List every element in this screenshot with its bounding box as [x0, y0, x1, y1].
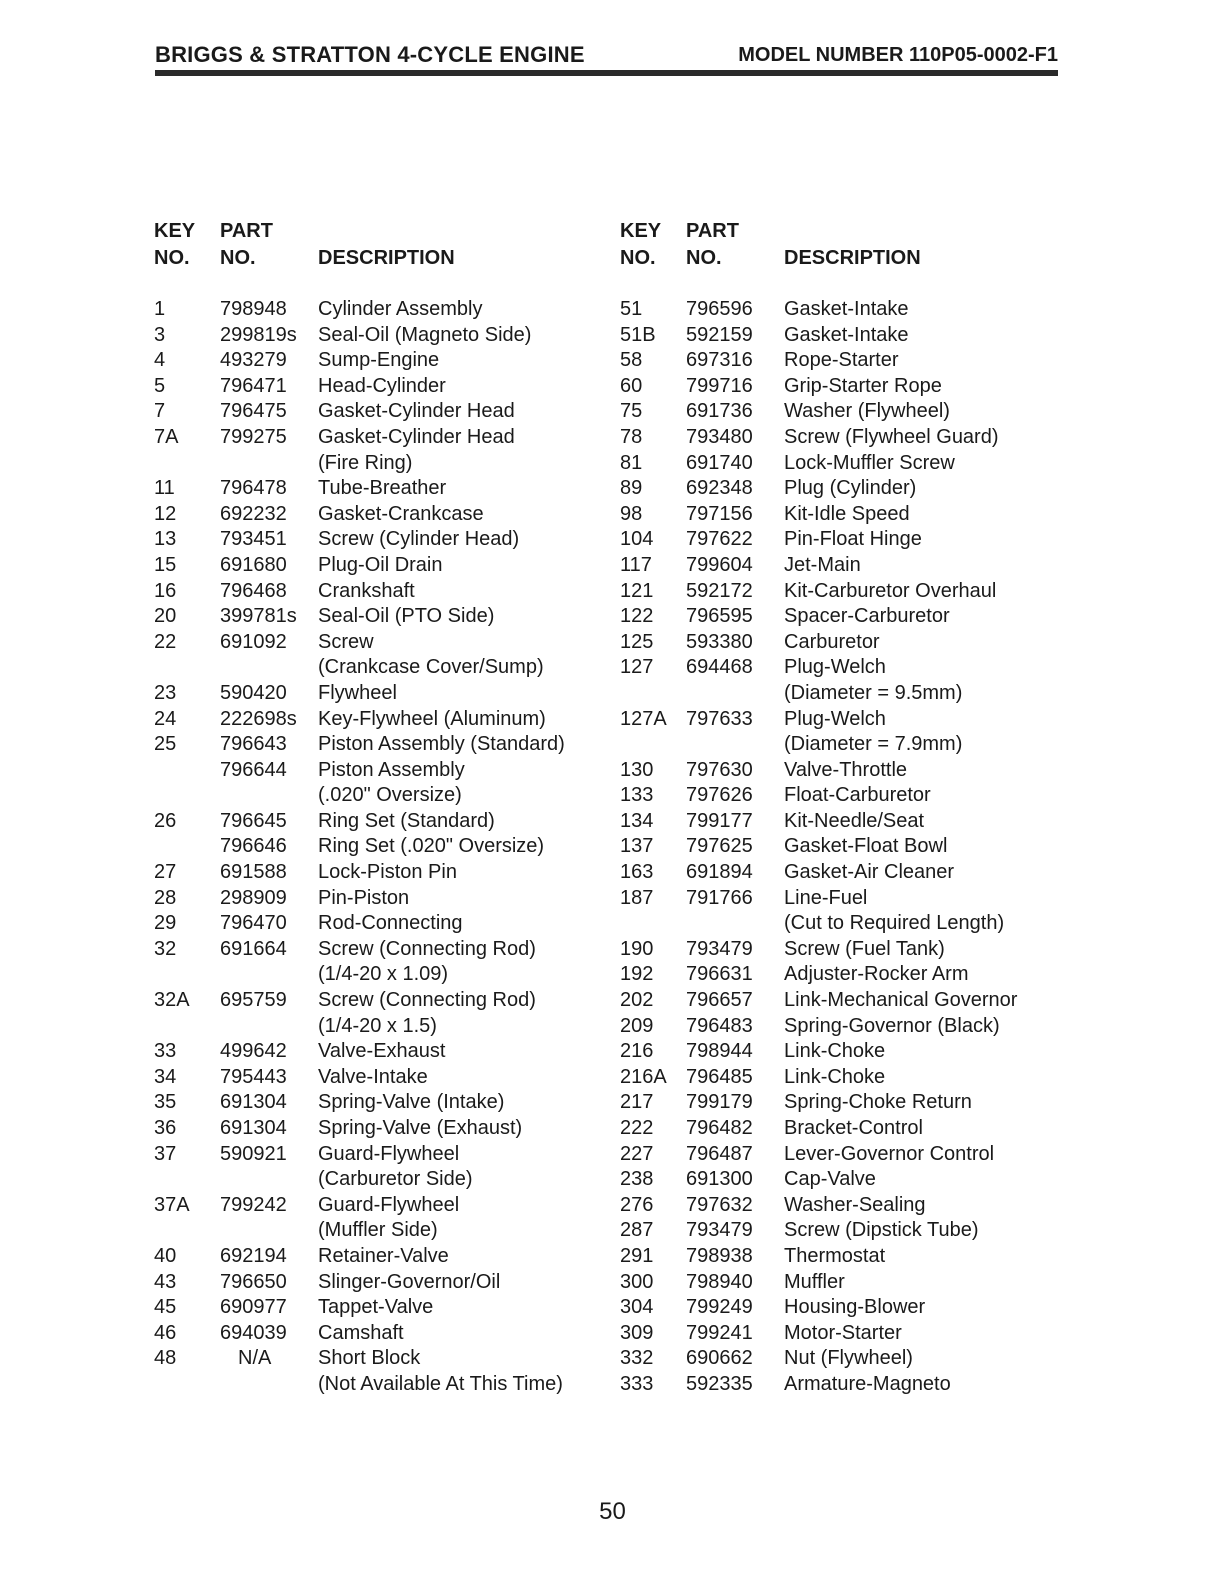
part-number: 799242: [220, 1193, 287, 1216]
part-number: 791766: [686, 886, 753, 909]
key-number: 202: [620, 989, 654, 1012]
part-description: (.020" Oversize): [318, 784, 462, 807]
key-number: 22: [154, 630, 177, 653]
part-number: 799604: [686, 553, 753, 576]
key-number: 300: [620, 1270, 654, 1293]
part-number: 697316: [686, 349, 753, 372]
part-number: 797626: [686, 784, 753, 807]
part-description: Slinger-Governor/Oil: [318, 1270, 501, 1293]
part-number: 399781s: [220, 605, 297, 628]
page-number: 50: [599, 1498, 626, 1525]
part-number: 691304: [220, 1117, 287, 1139]
part-description: Gasket-Cylinder Head: [318, 400, 515, 423]
part-description: Camshaft: [318, 1321, 404, 1344]
part-description: Kit-Idle Speed: [784, 502, 910, 525]
part-description: (Cut to Required Length): [784, 912, 1005, 935]
description-header: DESCRIPTION: [318, 247, 455, 269]
part-number: 796631: [686, 963, 753, 986]
part-header-line1: PART: [220, 220, 273, 242]
part-description: Valve-Exhaust: [318, 1040, 446, 1063]
key-number: 209: [620, 1014, 654, 1037]
key-number: 117: [620, 553, 652, 576]
part-description: Armature-Magneto: [784, 1372, 951, 1395]
key-number: 78: [620, 425, 643, 448]
key-number: 46: [154, 1321, 177, 1344]
part-number: 796487: [686, 1142, 753, 1165]
part-number: 793479: [686, 1219, 753, 1242]
part-description: Lever-Governor Control: [784, 1142, 995, 1165]
key-number: 36: [154, 1117, 177, 1139]
part-description: Link-Choke: [784, 1065, 886, 1088]
key-number: 33: [154, 1040, 177, 1063]
part-description: (1/4-20 x 1.5): [318, 1014, 437, 1037]
key-number: 20: [154, 605, 177, 628]
key-number: 104: [620, 528, 654, 551]
key-number: 130: [620, 758, 654, 781]
part-number: 692348: [686, 477, 753, 500]
part-description: (Crankcase Cover/Sump): [318, 656, 544, 679]
key-number: 75: [620, 400, 643, 423]
part-number: 796595: [686, 605, 753, 628]
key-number: 3: [154, 323, 166, 346]
part-description: Plug-Welch: [784, 707, 886, 730]
description-header: DESCRIPTION: [784, 247, 921, 269]
part-description: Gasket-Intake: [784, 298, 909, 320]
part-description: Carburetor: [784, 630, 880, 653]
part-description: Screw: [318, 630, 374, 653]
part-description: (Diameter = 7.9mm): [784, 733, 963, 756]
key-number: 216: [620, 1040, 654, 1063]
part-number: 797633: [686, 707, 753, 730]
key-number: 58: [620, 349, 643, 372]
part-description: Screw (Flywheel Guard): [784, 425, 999, 448]
part-description: Lock-Piston Pin: [318, 861, 457, 884]
key-header-line1: KEY: [154, 220, 196, 242]
key-number: 276: [620, 1193, 654, 1216]
part-number: 796478: [220, 477, 287, 500]
part-number: 592172: [686, 579, 753, 602]
part-number: 796645: [220, 809, 287, 832]
key-number: 127A: [620, 707, 667, 730]
part-description: Kit-Needle/Seat: [784, 809, 925, 832]
part-number: 799249: [686, 1296, 753, 1319]
part-description: Ring Set (.020" Oversize): [318, 835, 545, 858]
key-number: 4: [154, 349, 166, 372]
header-rule: [155, 70, 1058, 76]
part-number: 691300: [686, 1168, 753, 1191]
part-description: Spring-Valve (Intake): [318, 1091, 505, 1114]
part-description: Cap-Valve: [784, 1168, 876, 1191]
part-description: Gasket-Intake: [784, 323, 909, 346]
key-number: 11: [154, 477, 175, 500]
part-number: 798938: [686, 1244, 753, 1267]
part-description: Key-Flywheel (Aluminum): [318, 707, 546, 730]
part-number: 799241: [686, 1321, 753, 1344]
key-number: 133: [620, 784, 654, 807]
part-number: 796483: [686, 1014, 753, 1037]
part-number: 695759: [220, 989, 287, 1012]
part-description: Pin-Float Hinge: [784, 528, 922, 551]
key-number: 333: [620, 1372, 654, 1395]
part-description: Plug (Cylinder): [784, 477, 917, 500]
key-number: 89: [620, 477, 643, 500]
part-number: 691664: [220, 937, 287, 960]
document-title: BRIGGS & STRATTON 4-CYCLE ENGINE: [155, 42, 585, 67]
key-number: 7: [154, 400, 166, 423]
part-description: Retainer-Valve: [318, 1244, 449, 1267]
part-number: 299819s: [220, 323, 297, 346]
part-description: Lock-Muffler Screw: [784, 451, 955, 474]
part-number: 796468: [220, 579, 287, 602]
part-description: (Not Available At This Time): [318, 1372, 563, 1395]
part-number: 796482: [686, 1117, 753, 1139]
part-number: 690977: [220, 1296, 287, 1319]
key-number: 287: [620, 1219, 654, 1242]
part-description: Valve-Throttle: [784, 758, 908, 781]
key-number: 45: [154, 1296, 177, 1319]
key-number: 125: [620, 630, 654, 653]
part-number: 691588: [220, 861, 287, 884]
key-number: 134: [620, 809, 654, 832]
key-number: 13: [154, 528, 177, 551]
part-number: N/A: [238, 1347, 272, 1370]
part-description: Plug-Oil Drain: [318, 553, 443, 576]
key-number: 5: [154, 374, 166, 397]
key-number: 35: [154, 1091, 177, 1114]
part-number: 796471: [220, 374, 287, 397]
key-number: 217: [620, 1091, 654, 1114]
key-number: 137: [620, 835, 654, 858]
part-number: 692232: [220, 502, 287, 525]
part-description: Piston Assembly (Standard): [318, 733, 565, 756]
model-number: MODEL NUMBER 110P05-0002-F1: [738, 44, 1058, 66]
part-number: 797625: [686, 835, 753, 858]
part-number: 691680: [220, 553, 287, 576]
part-number: 493279: [220, 349, 287, 372]
part-description: Tappet-Valve: [318, 1296, 434, 1319]
part-description: Spring-Choke Return: [784, 1091, 972, 1114]
part-description: Screw (Fuel Tank): [784, 937, 945, 960]
part-number: 797632: [686, 1193, 753, 1216]
part-description: Grip-Starter Rope: [784, 374, 942, 397]
part-number: 691092: [220, 630, 287, 653]
part-description: Crankshaft: [318, 579, 415, 602]
part-description: Adjuster-Rocker Arm: [784, 963, 969, 986]
part-number: 796650: [220, 1270, 287, 1293]
key-number: 26: [154, 809, 177, 832]
part-description: Seal-Oil (PTO Side): [318, 605, 495, 628]
part-description: Screw (Dipstick Tube): [784, 1219, 979, 1242]
key-number: 192: [620, 963, 654, 986]
part-number: 793479: [686, 937, 753, 960]
part-description: Jet-Main: [784, 553, 861, 576]
part-number: 796596: [686, 298, 753, 320]
part-number: 692194: [220, 1244, 287, 1267]
part-description: Link-Mechanical Governor: [784, 989, 1018, 1012]
part-number: 796657: [686, 989, 753, 1012]
part-description: Piston Assembly: [318, 758, 465, 781]
part-number: 799177: [686, 809, 753, 832]
part-description: (Fire Ring): [318, 451, 413, 474]
key-number: 16: [154, 579, 177, 602]
part-number: 691736: [686, 400, 753, 423]
key-number: 51: [620, 298, 643, 320]
part-description: Line-Fuel: [784, 886, 868, 909]
key-number: 98: [620, 502, 643, 525]
part-description: Rope-Starter: [784, 349, 899, 372]
part-description: Sump-Engine: [318, 349, 440, 372]
part-description: Flywheel: [318, 681, 397, 704]
part-number: 793480: [686, 425, 753, 448]
part-number: 793451: [220, 528, 287, 551]
part-description: Pin-Piston: [318, 886, 410, 909]
key-number: 40: [154, 1244, 177, 1267]
part-description: Rod-Connecting: [318, 912, 463, 935]
part-number: 694468: [686, 656, 753, 679]
part-number: 796470: [220, 912, 287, 935]
part-number: 798944: [686, 1040, 753, 1063]
part-description: Washer (Flywheel): [784, 400, 950, 423]
key-number: 48: [154, 1347, 177, 1370]
part-description: (1/4-20 x 1.09): [318, 963, 449, 986]
part-number: 691304: [220, 1091, 287, 1114]
part-number: 590420: [220, 681, 287, 704]
part-description: Seal-Oil (Magneto Side): [318, 323, 532, 346]
part-number: 796643: [220, 733, 287, 756]
part-description: Housing-Blower: [784, 1296, 926, 1319]
part-description: Kit-Carburetor Overhaul: [784, 579, 997, 602]
part-number: 799179: [686, 1091, 753, 1114]
part-description: Ring Set (Standard): [318, 809, 495, 832]
key-number: 23: [154, 681, 177, 704]
part-description: Guard-Flywheel: [318, 1142, 460, 1165]
key-header-line1: KEY: [620, 220, 662, 242]
part-description: (Carburetor Side): [318, 1168, 473, 1191]
part-description: Screw (Connecting Rod): [318, 989, 536, 1012]
part-description: Spacer-Carburetor: [784, 605, 950, 628]
part-description: Muffler: [784, 1270, 845, 1293]
key-header-line2: NO.: [620, 247, 656, 269]
key-number: 227: [620, 1142, 654, 1165]
part-number: 499642: [220, 1040, 287, 1063]
part-description: Gasket-Cylinder Head: [318, 425, 515, 448]
part-description: Gasket-Air Cleaner: [784, 861, 955, 884]
part-description: Spring-Governor (Black): [784, 1014, 1000, 1037]
part-description: Valve-Intake: [318, 1065, 428, 1088]
part-description: Washer-Sealing: [784, 1193, 926, 1216]
key-header-line2: NO.: [154, 247, 190, 269]
part-description: Thermostat: [784, 1244, 886, 1267]
key-number: 127: [620, 656, 654, 679]
key-number: 51B: [620, 323, 656, 346]
key-number: 15: [154, 553, 177, 576]
part-number: 298909: [220, 886, 287, 909]
part-description: Plug-Welch: [784, 656, 886, 679]
part-number: 798948: [220, 298, 287, 320]
part-description: Screw (Connecting Rod): [318, 937, 536, 960]
key-number: 27: [154, 861, 177, 884]
part-description: Bracket-Control: [784, 1117, 923, 1139]
key-number: 222: [620, 1117, 654, 1139]
key-number: 309: [620, 1321, 654, 1344]
part-number: 796485: [686, 1065, 753, 1088]
part-number: 797622: [686, 528, 753, 551]
key-number: 81: [620, 451, 643, 474]
key-number: 304: [620, 1296, 654, 1319]
part-description: Gasket-Float Bowl: [784, 835, 948, 858]
part-number: 796646: [220, 835, 287, 858]
key-number: 1: [154, 298, 166, 320]
part-number: 690662: [686, 1347, 753, 1370]
key-number: 190: [620, 937, 654, 960]
part-number: 797630: [686, 758, 753, 781]
part-description: (Muffler Side): [318, 1219, 438, 1242]
key-number: 216A: [620, 1065, 667, 1088]
part-number: 796475: [220, 400, 287, 423]
key-number: 291: [620, 1244, 654, 1267]
part-number: 691894: [686, 861, 753, 884]
part-number: 691740: [686, 451, 753, 474]
part-header-line2: NO.: [220, 247, 256, 269]
key-number: 7A: [154, 425, 179, 448]
part-header-line1: PART: [686, 220, 739, 242]
part-description: Spring-Valve (Exhaust): [318, 1117, 523, 1139]
key-number: 37A: [154, 1193, 190, 1216]
part-number: 592335: [686, 1372, 753, 1395]
key-number: 163: [620, 861, 654, 884]
part-number: 694039: [220, 1321, 287, 1344]
part-number: 592159: [686, 323, 753, 346]
part-description: Guard-Flywheel: [318, 1193, 460, 1216]
part-number: 799716: [686, 374, 753, 397]
key-number: 25: [154, 733, 177, 756]
key-number: 37: [154, 1142, 177, 1165]
key-number: 187: [620, 886, 654, 909]
page-header: [155, 42, 1058, 72]
key-number: 24: [154, 707, 177, 730]
part-description: Float-Carburetor: [784, 784, 931, 807]
key-number: 121: [620, 579, 654, 602]
part-description: Cylinder Assembly: [318, 298, 483, 320]
key-number: 34: [154, 1065, 177, 1088]
part-description: Tube-Breather: [318, 477, 447, 500]
key-number: 43: [154, 1270, 177, 1293]
part-number: 796644: [220, 758, 287, 781]
part-description: Motor-Starter: [784, 1321, 902, 1344]
key-number: 32: [154, 937, 177, 960]
key-number: 32A: [154, 989, 190, 1012]
key-number: 238: [620, 1168, 654, 1191]
key-number: 29: [154, 912, 177, 935]
part-number: 795443: [220, 1065, 287, 1088]
part-number: 222698s: [220, 707, 297, 730]
part-header-line2: NO.: [686, 247, 722, 269]
part-description: Head-Cylinder: [318, 374, 446, 397]
key-number: 60: [620, 374, 643, 397]
part-description: (Diameter = 9.5mm): [784, 681, 963, 704]
part-number: 797156: [686, 502, 753, 525]
part-description: Screw (Cylinder Head): [318, 528, 520, 551]
part-description: Gasket-Crankcase: [318, 502, 484, 525]
key-number: 332: [620, 1347, 654, 1370]
part-number: 593380: [686, 630, 753, 653]
part-number: 798940: [686, 1270, 753, 1293]
part-description: Link-Choke: [784, 1040, 886, 1063]
part-number: 590921: [220, 1142, 287, 1165]
key-number: 122: [620, 605, 654, 628]
key-number: 28: [154, 886, 177, 909]
part-number: 799275: [220, 425, 287, 448]
part-description: Nut (Flywheel): [784, 1347, 913, 1370]
part-description: Short Block: [318, 1347, 421, 1370]
key-number: 12: [154, 502, 177, 525]
